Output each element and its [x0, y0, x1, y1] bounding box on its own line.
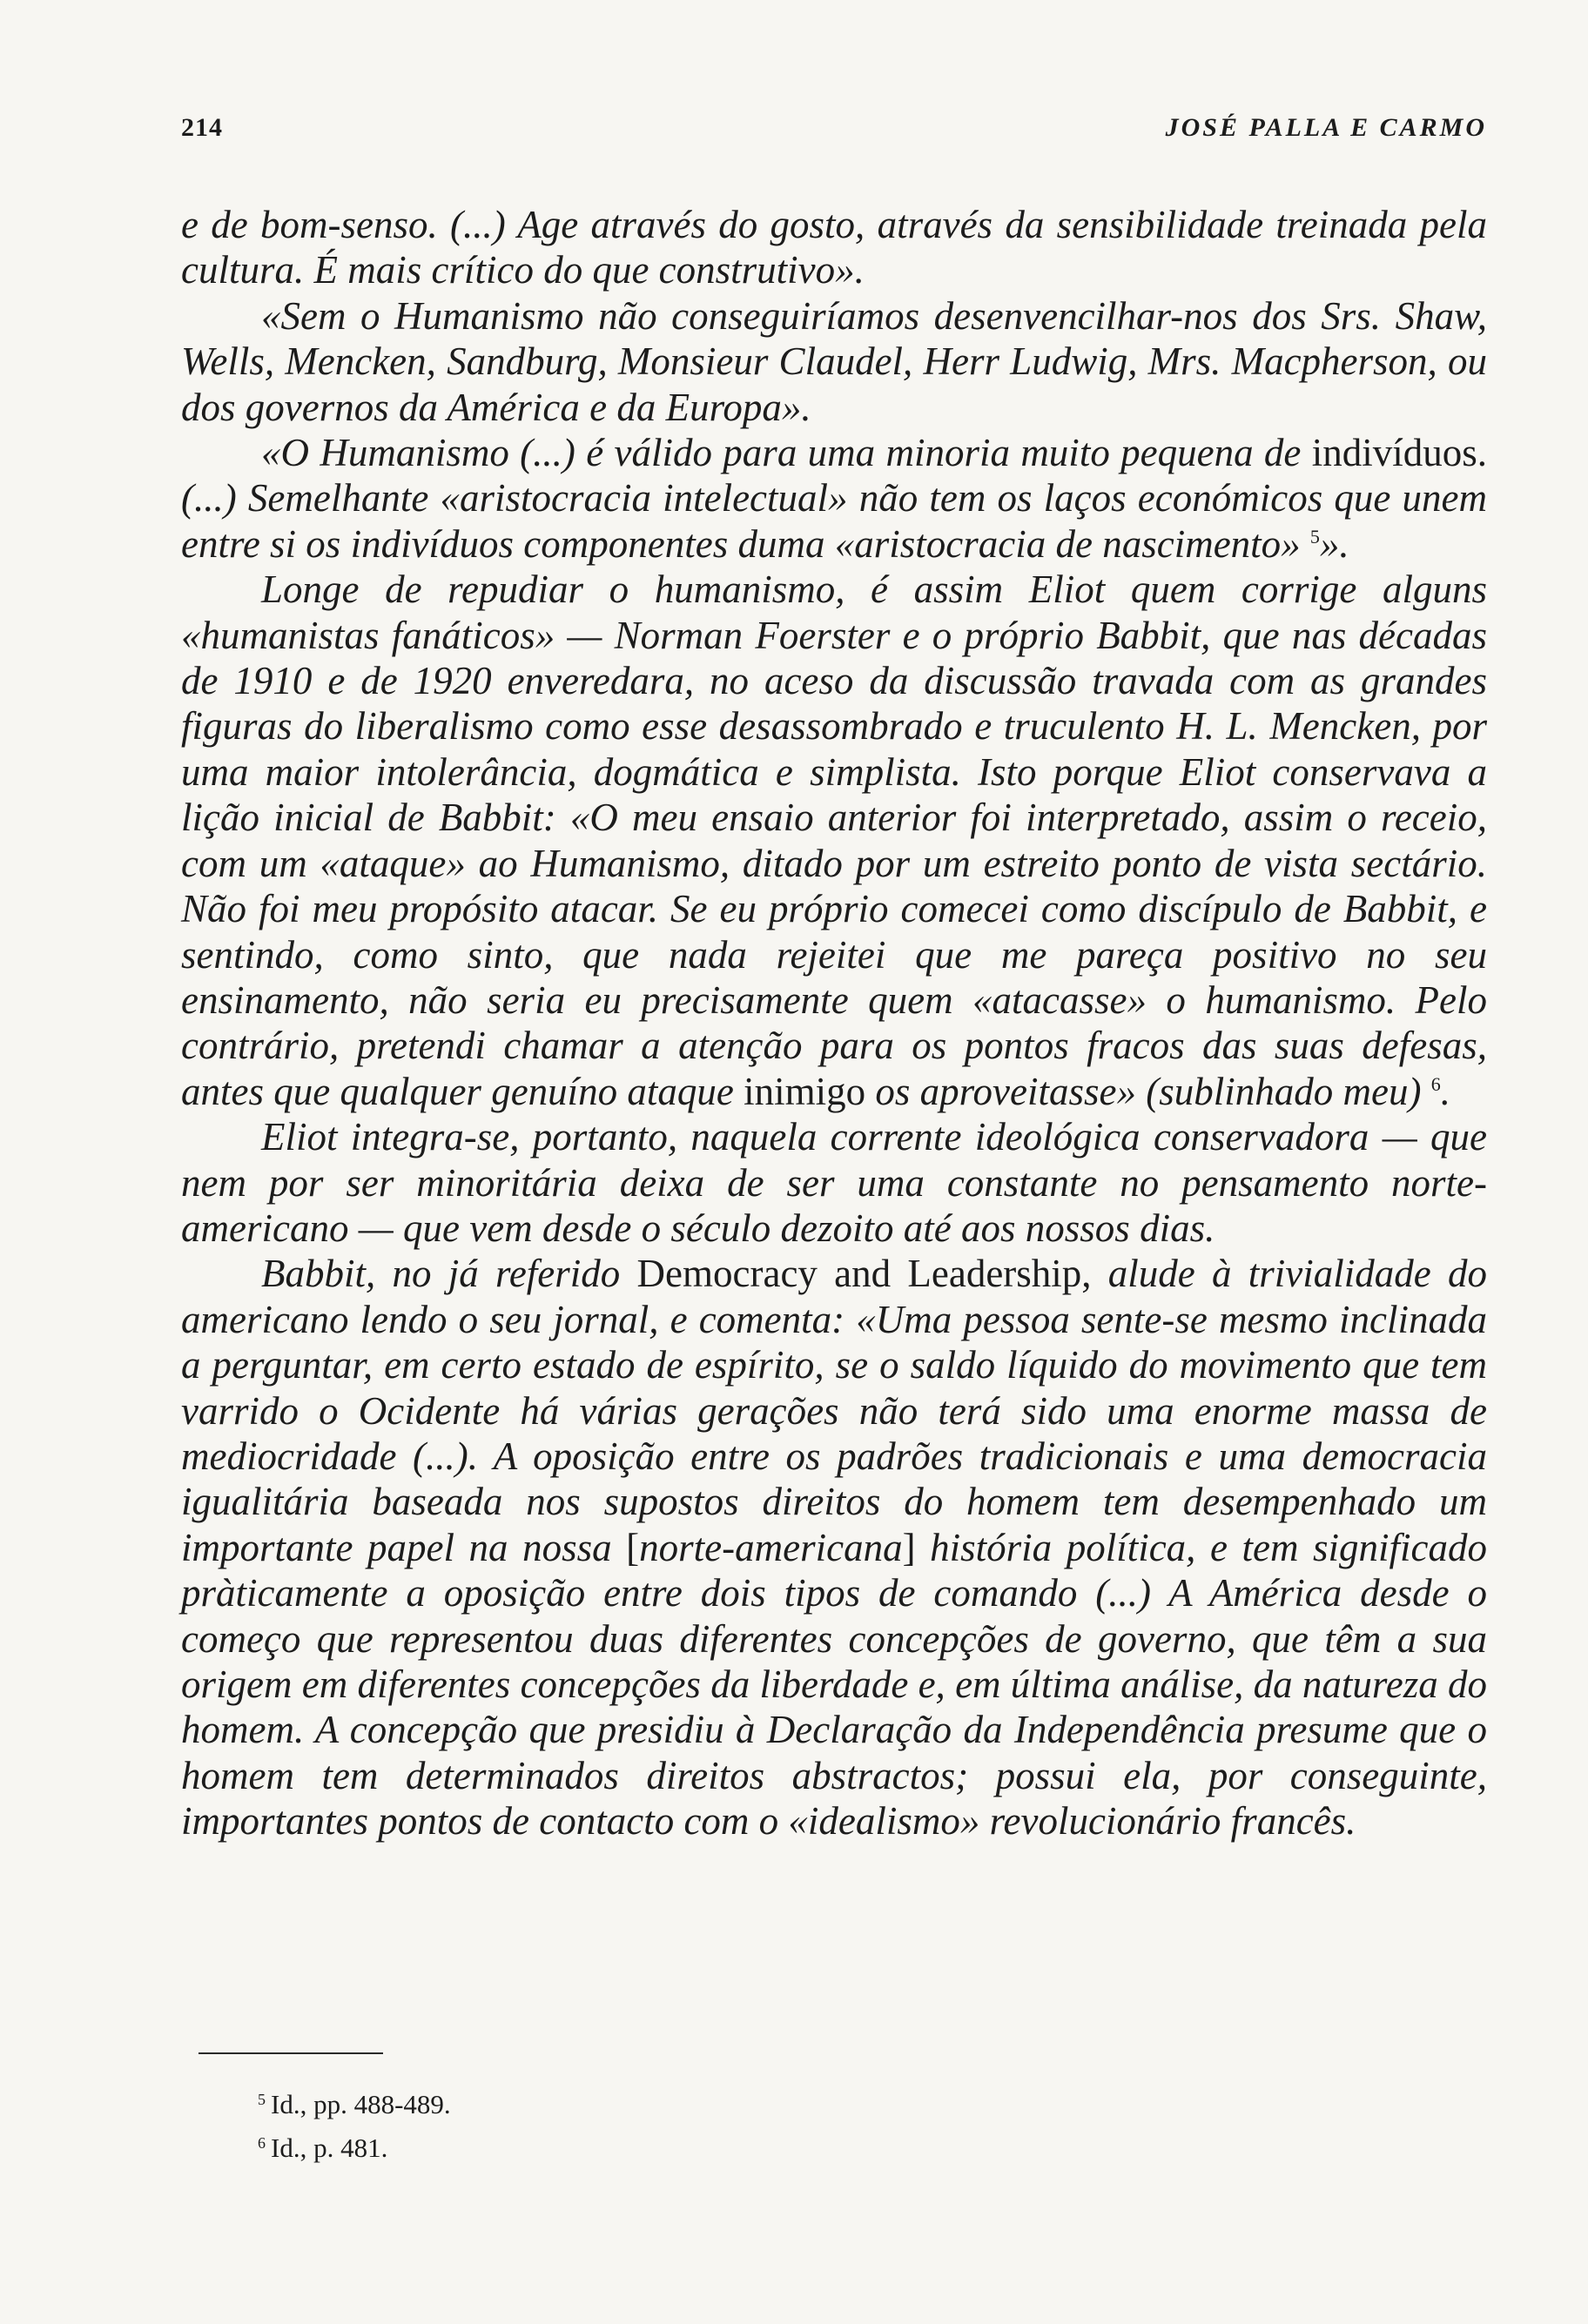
page-header — [181, 113, 1487, 157]
text-run: [ — [626, 1525, 640, 1569]
text-run: Eliot integra-se, portanto, naquela corrente ideológica conservadora — que nem por ser minoritária deixa de ser uma constante no pensamento norte-americano — que vem desde o século dezoito até aos nossos dias. — [181, 1115, 1487, 1250]
text-run: norte-americana — [639, 1525, 903, 1569]
footnote-mark: 5 — [258, 2091, 266, 2108]
footnote-divider — [198, 2052, 383, 2054]
text-run: ». — [1319, 521, 1349, 566]
text-run: «Sem o Humanismo não conseguiríamos desenvencilhar-nos dos Srs. Shaw, Wells, Mencken, Sandburg, Monsieur Claudel, Herr Ludwig, Mrs. Macpherson, ou dos governos da América e da Europa». — [181, 293, 1487, 429]
text-run: os aproveitasse» (sublinhado meu) — [865, 1069, 1431, 1113]
text-run: . — [1440, 1069, 1450, 1113]
text-run: indivíduos. — [1311, 431, 1487, 475]
text-run: Babbit, no já referido — [261, 1252, 637, 1296]
paragraph — [181, 430, 1487, 567]
text-run: e de bom-senso. (...) Age através do gosto, através da sensibilidade treinada pela cultura. É mais crítico do que construtivo». — [181, 203, 1487, 292]
page-number: 214 — [181, 113, 223, 142]
text-run: ] — [902, 1525, 916, 1569]
text-run: alude à trivialidade do americano lendo o seu jornal, e comenta: «Uma pessoa sente-se mesmo inclinada a perguntar, em certo estado de espírito, se o saldo líquido do movimento que tem varrido o Ocidente há várias gerações não terá sido uma enorme massa de mediocridade (...). A oposição entre os padrões tradicionais e uma democracia igualitária baseada nos supostos direitos do homem tem desempenhado um importante papel na nossa — [181, 1252, 1487, 1569]
paragraph — [181, 202, 1487, 293]
footnote-text: Id., pp. 488-489. — [271, 2089, 451, 2119]
paragraph — [181, 293, 1487, 430]
footnote-ref[interactable]: 5 — [1309, 525, 1320, 547]
footnote — [258, 2080, 1041, 2124]
footnotes — [258, 2080, 1041, 2167]
paragraph — [181, 1114, 1487, 1251]
text-run: Democracy and Leadership, — [636, 1252, 1092, 1296]
text-run: história política, e tem significado pràticamente a oposição entre dois tipos de comando (...) A América desde o começo que representou duas diferentes concepções de governo, que têm a sua origem em diferentes concepções da liberdade e, em última análise, da natureza do homem. A concepção que presidiu à Declaração da Independência presume que o homem tem determinados direitos abstractos; possui ela, por conseguinte, importantes pontos de contacto com o «idealismo» revolucionário francês. — [181, 1525, 1487, 1844]
paragraph — [181, 567, 1487, 1114]
running-head: JOSÉ PALLA E CARMO — [1165, 113, 1487, 142]
footnote-ref[interactable]: 6 — [1430, 1072, 1441, 1095]
footnote-mark: 6 — [258, 2134, 266, 2152]
text-run: inimigo — [744, 1069, 866, 1113]
text-run: Longe de repudiar o humanismo, é assim Eliot quem corrige alguns «humanistas fanáticos» — Norman Foerster e o próprio Babbit, que nas décadas de 1910 e de 1920 enveredara, no aceso da discussão travada com as grandes figuras do liberalismo como esse desassombrado e truculento H. L. Mencken, por uma maior intolerância, dogmática e simplista. Isto porque Eliot conservava a lição inicial de Babbit: «O meu ensaio anterior foi interpretado, assim o receio, com um «ataque» ao Humanismo, ditado por um estreito ponto de vista sectário. Não foi meu propósito atacar. Se eu próprio comecei como discípulo de Babbit, e sentindo, como sinto, que nada rejeitei que me pareça positivo no seu ensinamento, não seria eu precisamente quem «atacasse» o humanismo. Pelo contrário, pretendi chamar a atenção para os pontos fracos das suas defesas, antes que qualquer genuíno ataque — [181, 568, 1487, 1113]
text-run: «O Humanismo (...) é válido para uma minoria muito pequena de — [261, 431, 1312, 475]
footnote — [258, 2124, 1041, 2167]
paragraph — [181, 1251, 1487, 1844]
body-text — [181, 202, 1487, 1844]
text-run: (...) Semelhante «aristocracia intelectual» não tem os laços económicos que unem entre si os indivíduos componentes duma «aristocracia de nascimento» — [181, 476, 1487, 566]
footnote-text: Id., p. 481. — [271, 2133, 388, 2163]
